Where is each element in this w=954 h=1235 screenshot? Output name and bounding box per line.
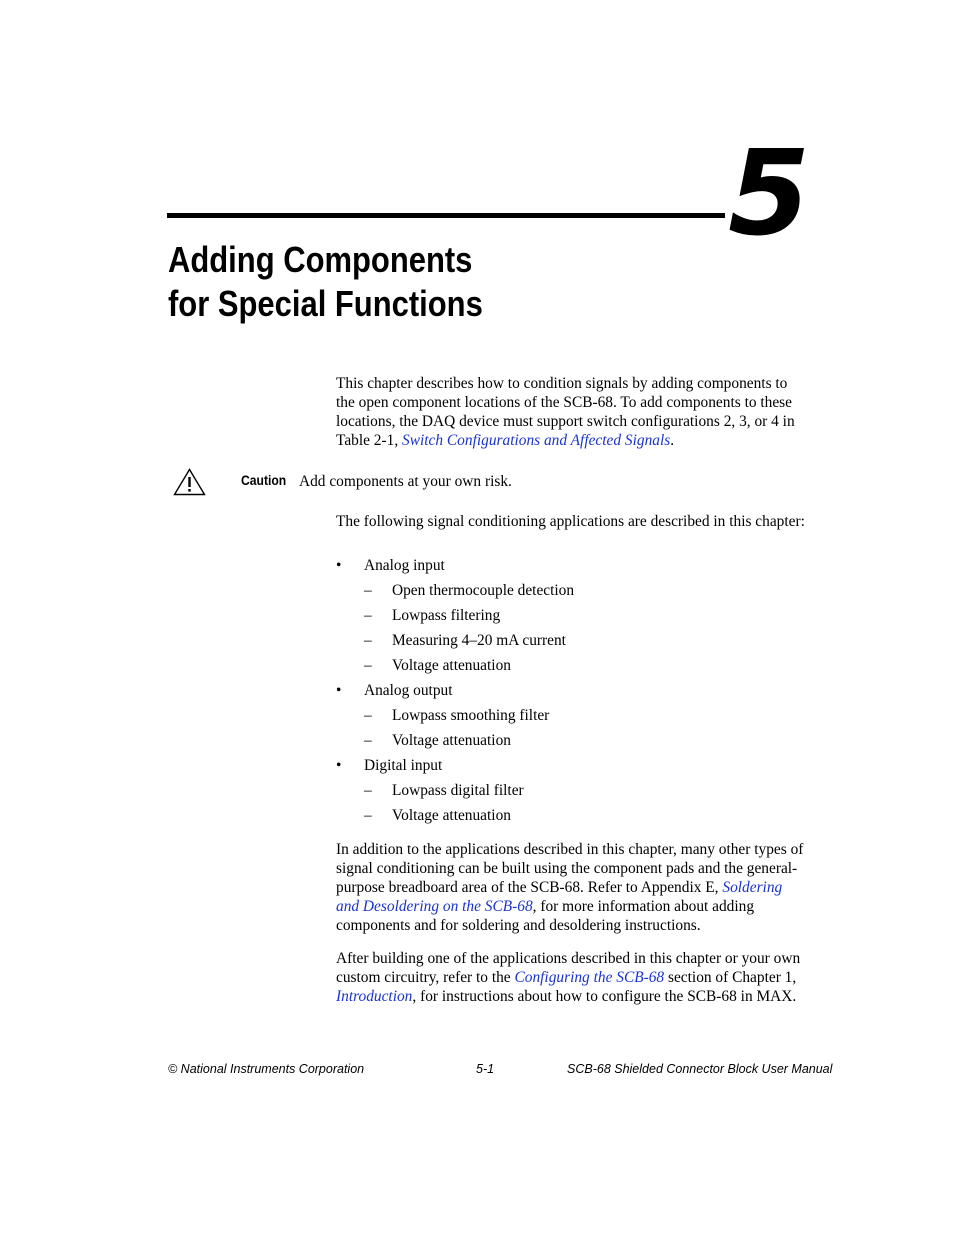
chapter-number: 5 <box>728 124 807 262</box>
bullet-marker: • <box>336 557 342 574</box>
footer-page-number: 5-1 <box>476 1062 495 1076</box>
after-building-paragraph <box>336 949 806 1006</box>
after-text-end: , for instructions about how to configure the SCB-68 in MAX. <box>412 988 797 1005</box>
sub-item: Lowpass digital filter <box>392 782 524 799</box>
dash-marker: – <box>364 607 372 624</box>
intro-end: . <box>670 432 675 449</box>
dash-marker: – <box>364 657 372 674</box>
sub-item: Voltage attenuation <box>392 657 511 674</box>
sub-item: Open thermocouple detection <box>392 582 575 599</box>
sub-item: Voltage attenuation <box>392 732 511 749</box>
bullet-marker: • <box>336 757 342 774</box>
sub-item: Lowpass smoothing filter <box>392 707 550 724</box>
list-item-analog-input: Analog input <box>364 557 445 574</box>
sub-item: Measuring 4–20 mA current <box>392 632 566 649</box>
intro-text: This chapter describes how to condition signals by adding components to the open component locations of the SCB-68. To add components to these locations, the DAQ device must support switch configurations 2, 3, or 4 in Table 2-1, <box>336 375 795 449</box>
applications-intro: The following signal conditioning applications are described in this chapter: <box>336 513 805 530</box>
chapter-title-line-1: Adding Components <box>168 239 473 280</box>
warning-triangle-icon <box>173 468 206 496</box>
sub-item: Voltage attenuation <box>392 807 511 824</box>
soldering-link[interactable]: Soldering and Desoldering on the SCB-68 <box>336 879 783 915</box>
intro-link[interactable]: Switch Configurations and Affected Signals <box>402 432 671 449</box>
dash-marker: – <box>364 732 372 749</box>
footer-manual-title: SCB-68 Shielded Connector Block User Manual <box>567 1062 833 1076</box>
dash-marker: – <box>364 707 372 724</box>
chapter-title <box>168 238 483 326</box>
chapter-rule <box>167 213 725 218</box>
dash-marker: – <box>364 782 372 799</box>
additional-paragraph <box>336 840 806 935</box>
chapter-title-line-2: for Special Functions <box>168 283 483 324</box>
intro-paragraph <box>336 374 806 450</box>
list-item-analog-output: Analog output <box>364 682 453 699</box>
caution-text: Add components at your own risk. <box>299 473 512 490</box>
additional-text-end: , for more information about adding components and for soldering and desoldering instructions. <box>336 898 755 934</box>
sub-item: Lowpass filtering <box>392 607 501 624</box>
dash-marker: – <box>364 632 372 649</box>
additional-text: In addition to the applications described in this chapter, many other types of signal conditioning can be built using the component pads and the general-purpose breadboard area of the SCB-68. Refer to Appendix E, <box>336 841 804 896</box>
dash-marker: – <box>364 807 372 824</box>
caution-label: Caution <box>241 473 287 488</box>
bullet-marker: • <box>336 682 342 699</box>
configuring-link[interactable]: Configuring the SCB-68 <box>514 969 665 986</box>
footer-copyright: © National Instruments Corporation <box>168 1062 365 1076</box>
after-text: After building one of the applications described in this chapter or your own custom circuitry, refer to the <box>336 950 801 986</box>
dash-marker: – <box>364 582 372 599</box>
after-text-mid: section of Chapter 1, <box>664 969 797 986</box>
introduction-link[interactable]: Introduction <box>336 988 413 1005</box>
list-item-digital-input: Digital input <box>364 757 443 774</box>
